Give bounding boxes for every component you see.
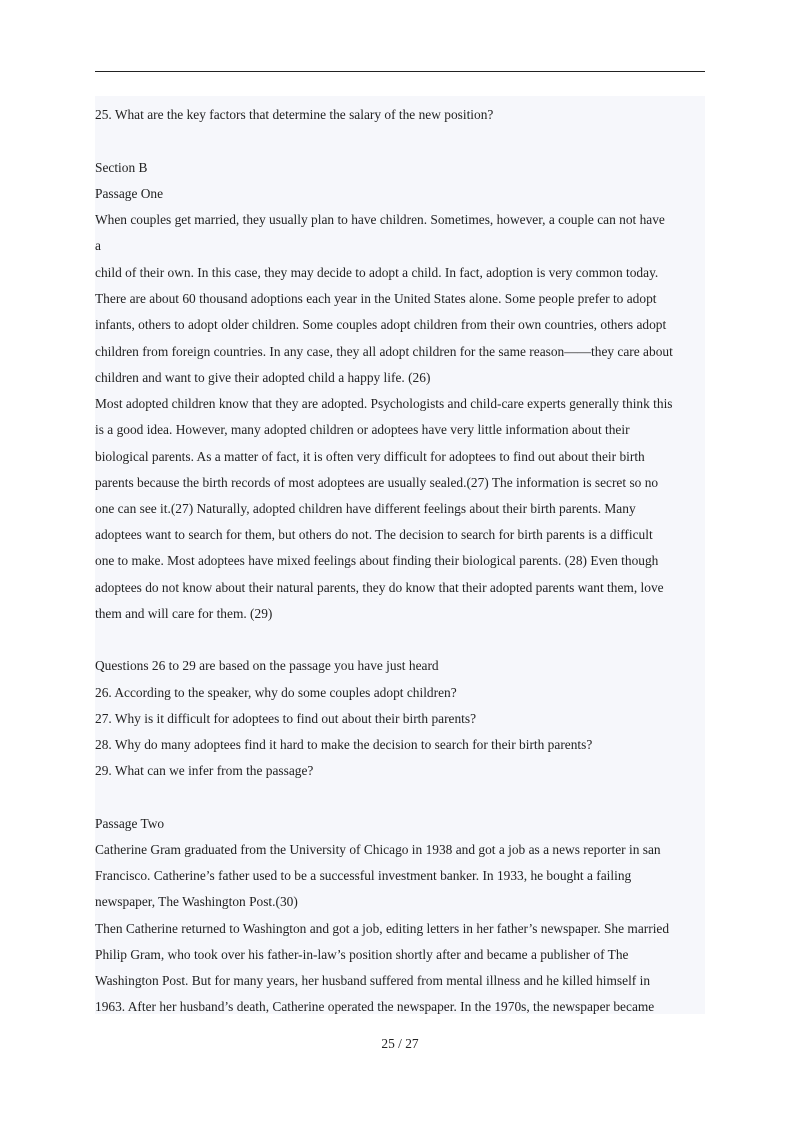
question-28: 28. Why do many adoptees find it hard to make the decision to search for their birth parents?	[95, 737, 593, 752]
question-27: 27. Why is it difficult for adoptees to find out about their birth parents?	[95, 711, 477, 726]
passage-one-line: When couples get married, they usually plan to have children. Sometimes, however, a couple can not have	[95, 212, 665, 227]
passage-two-heading: Passage Two	[95, 816, 165, 831]
passage-two-line: newspaper, The Washington Post.(30)	[95, 894, 298, 909]
passage-one-line: biological parents. As a matter of fact, it is often very difficult for adoptees to find out about their birth	[95, 449, 645, 464]
passage-one-line: children from foreign countries. In any case, they all adopt children for the same reason——they care about	[95, 344, 673, 359]
passage-two-line: Washington Post. But for many years, her husband suffered from mental illness and he killed himself in	[95, 973, 651, 988]
passage-two-line: Philip Gram, who took over his father-in-law’s position shortly after and became a publisher of The	[95, 947, 629, 962]
passage-one-line: adoptees want to search for them, but others do not. The decision to search for birth parents is a difficult	[95, 527, 653, 542]
passage-one-line: one can see it.(27) Naturally, adopted children have different feelings about their birth parents. Many	[95, 501, 636, 516]
passage-two-line: Francisco. Catherine’s father used to be a successful investment banker. In 1933, he bought a failing	[95, 868, 632, 883]
question-29: 29. What can we infer from the passage?	[95, 763, 314, 778]
page-number: 25 / 27	[381, 1036, 419, 1051]
question-25: 25. What are the key factors that determine the salary of the new position?	[95, 107, 494, 122]
passage-one-line: parents because the birth records of most adoptees are usually sealed.(27) The information is secret so no	[95, 475, 659, 490]
section-heading: Section B	[95, 160, 148, 175]
passage-one-line: a	[95, 238, 101, 253]
passage-one-line: infants, others to adopt older children. Some couples adopt children from their own countries, others adopt	[95, 317, 667, 332]
passage-one-line: There are about 60 thousand adoptions each year in the United States alone. Some people prefer to adopt	[95, 291, 657, 306]
passage-one-line: Most adopted children know that they are adopted. Psychologists and child-care experts generally think this	[95, 396, 673, 411]
passage-one-line: is a good idea. However, many adopted children or adoptees have very little information about their	[95, 422, 630, 437]
passage-one-heading: Passage One	[95, 186, 164, 201]
passage-one-line: one to make. Most adoptees have mixed feelings about finding their biological parents. (28) Even though	[95, 553, 659, 568]
passage-two-line: Then Catherine returned to Washington and got a job, editing letters in her father’s newspaper. She married	[95, 921, 670, 936]
header-rule	[95, 71, 705, 72]
passage-one-line: child of their own. In this case, they may decide to adopt a child. In fact, adoption is very common today.	[95, 265, 659, 280]
passage-one-line: children and want to give their adopted child a happy life. (26)	[95, 370, 431, 385]
passage-one-line: adoptees do not know about their natural parents, they do know that their adopted parents want them, love	[95, 580, 664, 595]
passage-two-line: Catherine Gram graduated from the University of Chicago in 1938 and got a job as a news reporter in san	[95, 842, 661, 857]
passage-one-line: them and will care for them. (29)	[95, 606, 273, 621]
passage-two-line: 1963. After her husband’s death, Catherine operated the newspaper. In the 1970s, the newspaper became	[95, 999, 655, 1014]
question-26: 26. According to the speaker, why do some couples adopt children?	[95, 685, 457, 700]
questions-intro: Questions 26 to 29 are based on the passage you have just heard	[95, 658, 439, 673]
